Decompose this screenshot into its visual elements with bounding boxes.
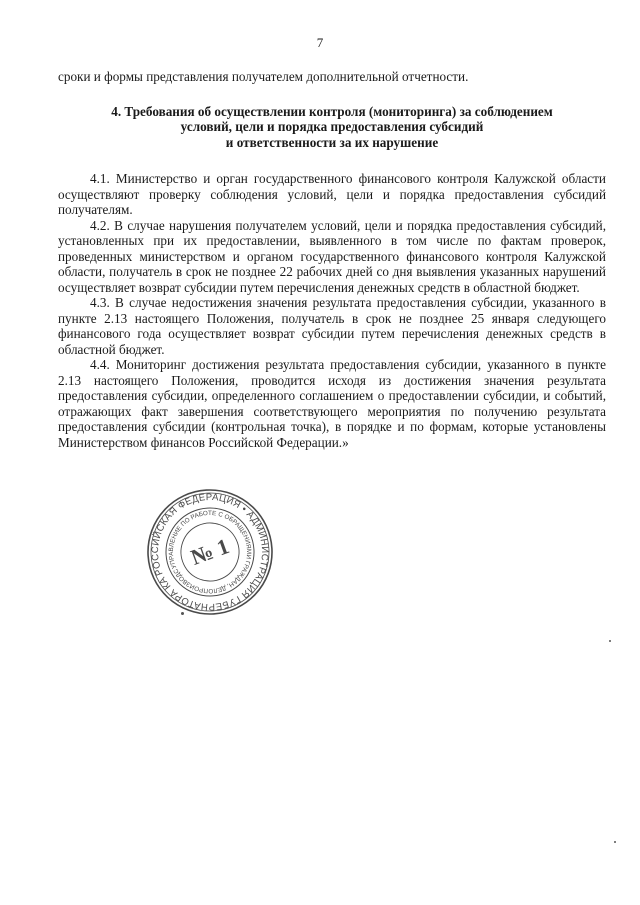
heading-line: 4. Требования об осуществлении контроля (мониторинга) за соблюдением xyxy=(111,103,553,119)
heading-line: и ответственности за их нарушение xyxy=(225,134,439,150)
intro-line: сроки и формы представления получателем дополнительной отчетности. xyxy=(58,69,469,84)
paragraph-4-1: 4.1. Министерство и орган государственного финансового контроля Калужской области осуществляют проверку соблюдения условий, цели и порядка предоставления субсидий получателям. xyxy=(58,171,606,217)
scan-speck xyxy=(181,612,184,615)
official-stamp xyxy=(135,487,285,617)
page-number: 7 xyxy=(316,35,324,50)
stamp-center-number: № 1 xyxy=(187,533,233,570)
stamp-seal-icon xyxy=(135,487,285,617)
scan-speck xyxy=(609,640,611,642)
paragraph-4-4: 4.4. Мониторинг достижения результата предоставления субсидии, указанного в пункте 2.13 настоящего Положения, проводится исходя из достижения значения результата предоставления субсидии, определенного соглашением о предоставлении субсидии, и событий, отражающих факт завершения соответствующего мероприятия по получению результата предоставления субсидии (контрольная точка), в порядке и по формам, которые установлены Министерством финансов Российской Федерации.» xyxy=(58,357,606,450)
section-heading xyxy=(58,104,606,151)
stamp-inner-text: УПРАВЛЕНИЕ ПО РАБОТЕ С ОБРАЩЕНИЯМИ ГРАЖДАН, ДЕЛОПРОИЗВОДСТВА xyxy=(167,509,253,595)
scan-speck xyxy=(614,841,616,843)
stamp-outer-text: РОССИЙСКАЯ ФЕДЕРАЦИЯ • АДМИНИСТРАЦИЯ ГУБЕРНАТОРА КАЛУЖСКОЙ xyxy=(149,491,271,613)
paragraph-4-2: 4.2. В случае нарушения получателем условий, цели и порядка предоставления субсидий, установленных при их предоставлении, выявленного в том числе по фактам проверок, проведенных министерством и органом государственного финансового контроля Калужской области, получатель в срок не позднее 22 рабочих дней со дня выявления указанных нарушений осуществляет возврат субсидии путем перечисления денежных средств в областной бюджет. xyxy=(58,217,606,295)
paragraph-4-3: 4.3. В случае недостижения значения результата предоставления субсидии, указанного в пункте 2.13 настоящего Положения, получатель в срок не позднее 25 января следующего финансового года осуществляет возврат субсидии путем перечисления денежных средств в областной бюджет. xyxy=(58,295,606,357)
document-body xyxy=(58,69,606,450)
heading-line: условий, цели и порядка предоставления субсидий xyxy=(180,119,484,134)
